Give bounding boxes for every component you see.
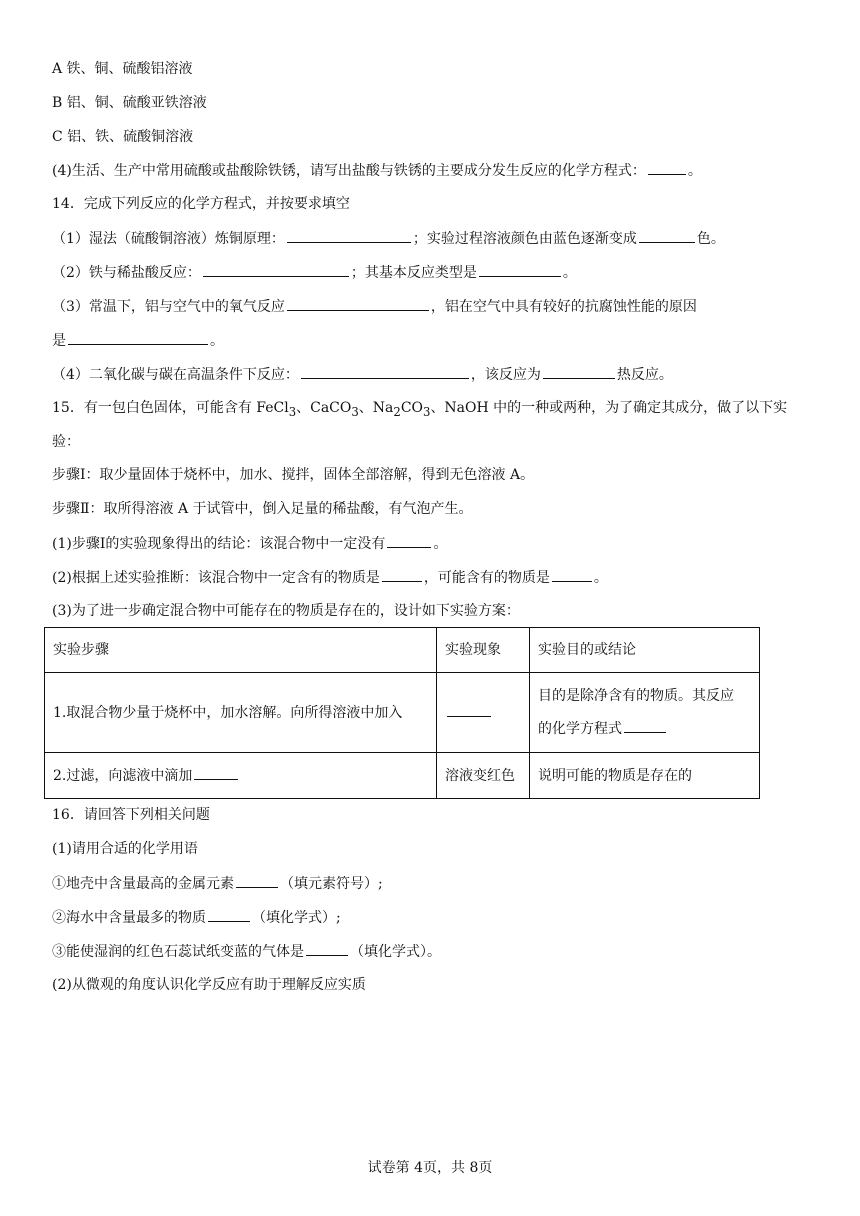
question-16-item-1: ①地壳中含量最高的金属元素 （填元素符号）; bbox=[52, 873, 383, 894]
question-16-item-3: ③能使湿润的红色石蕊试纸变蓝的气体是 （填化学式）。 bbox=[52, 941, 441, 962]
answer-blank[interactable] bbox=[194, 765, 238, 780]
table-row bbox=[45, 673, 760, 753]
table-header-row bbox=[45, 628, 760, 673]
answer-blank[interactable] bbox=[639, 228, 695, 243]
answer-blank[interactable] bbox=[287, 228, 411, 243]
answer-blank[interactable] bbox=[301, 364, 469, 379]
table-cell: 2.过滤，向滤液中滴加 bbox=[45, 753, 437, 799]
question-15-sub-3: (3)为了进一步确定混合物中可能存在的物质是存在的，设计如下实验方案： bbox=[52, 603, 520, 619]
table-header: 实验目的或结论 bbox=[530, 628, 760, 673]
answer-blank[interactable] bbox=[208, 907, 250, 922]
question-15-sub-1: (1)步骤Ⅰ的实验现象得出的结论：该混合物中一定没有 。 bbox=[52, 533, 447, 554]
question-16-sub-1: (1)请用合适的化学用语 bbox=[52, 841, 198, 857]
question-15-title-cont: 验： bbox=[52, 434, 80, 450]
answer-blank[interactable] bbox=[236, 873, 278, 888]
answer-blank[interactable] bbox=[624, 718, 666, 733]
question-14-part-3: （3）常温下，铝与空气中的氧气反应 ，铝在空气中具有较好的抗腐蚀性能的原因 bbox=[52, 296, 697, 317]
answer-blank[interactable] bbox=[68, 330, 208, 345]
table-header: 实验现象 bbox=[437, 628, 530, 673]
table-cell: 溶液变红色 bbox=[437, 753, 530, 799]
table-cell: 说明可能的物质是存在的 bbox=[530, 753, 760, 799]
question-15-sub-2: (2)根据上述实验推断：该混合物中一定含有的物质是 ，可能含有的物质是 。 bbox=[52, 567, 608, 588]
question-14-part-3-cont: 是 。 bbox=[52, 330, 224, 351]
answer-blank[interactable] bbox=[648, 160, 686, 175]
answer-blank[interactable] bbox=[387, 533, 431, 548]
table-cell: 目的是除净含有的物质。其反应 的化学方程式 bbox=[530, 673, 760, 753]
answer-blank[interactable] bbox=[287, 296, 429, 311]
question-14-title: 14．完成下列反应的化学方程式，并按要求填空 bbox=[52, 196, 350, 212]
table-header: 实验步骤 bbox=[45, 628, 437, 673]
answer-blank[interactable] bbox=[306, 941, 348, 956]
question-14-part-4: （4）二氧化碳与碳在高温条件下反应： ，该反应为 热反应。 bbox=[52, 364, 673, 385]
option-a: A 铁、铜、硫酸铝溶液 bbox=[52, 61, 193, 77]
question-16-title: 16．请回答下列相关问题 bbox=[52, 807, 210, 823]
experiment-table bbox=[44, 627, 760, 799]
answer-blank[interactable] bbox=[552, 567, 592, 582]
question-15-title: 15．有一包白色固体，可能含有 FeCl$_3$、CaCO$_3$、$Na_2CO_3$、NaOH 中的一种或两种，为了确定其成分，做了以下实 bbox=[52, 400, 788, 419]
question-16-item-2: ②海水中含量最多的物质 （填化学式）; bbox=[52, 907, 341, 928]
step-1: 步骤Ⅰ：取少量固体于烧杯中，加水、搅拌，固体全部溶解，得到无色溶液 A。 bbox=[52, 467, 535, 483]
question-14-part-1: （1）湿法（硫酸铜溶液）炼铜原理： ；实验过程溶液颜色由蓝色逐渐变成 色。 bbox=[52, 228, 725, 249]
option-b: B 铝、铜、硫酸亚铁溶液 bbox=[52, 95, 207, 111]
question-14-part-2: （2）铁与稀盐酸反应： ；其基本反应类型是 。 bbox=[52, 262, 577, 283]
answer-blank[interactable] bbox=[479, 262, 561, 277]
question-13-4: (4)生活、生产中常用硫酸或盐酸除铁锈，请写出盐酸与铁锈的主要成分发生反应的化学方程式： 。 bbox=[52, 160, 702, 181]
answer-blank[interactable] bbox=[203, 262, 349, 277]
question-16-sub-2: (2)从微观的角度认识化学反应有助于理解反应实质 bbox=[52, 977, 366, 993]
answer-blank[interactable] bbox=[447, 702, 491, 717]
table-cell bbox=[437, 673, 530, 753]
table-row bbox=[45, 753, 760, 799]
answer-blank[interactable] bbox=[382, 567, 422, 582]
table-cell: 1.取混合物少量于烧杯中，加水溶解。向所得溶液中加入 bbox=[45, 673, 437, 753]
answer-blank[interactable] bbox=[543, 364, 615, 379]
step-2: 步骤Ⅱ：取所得溶液 A 于试管中，倒入足量的稀盐酸，有气泡产生。 bbox=[52, 501, 473, 517]
option-c: C 铝、铁、硫酸铜溶液 bbox=[52, 129, 194, 145]
page-footer: 试卷第 4页，共 8页 bbox=[367, 1160, 493, 1176]
